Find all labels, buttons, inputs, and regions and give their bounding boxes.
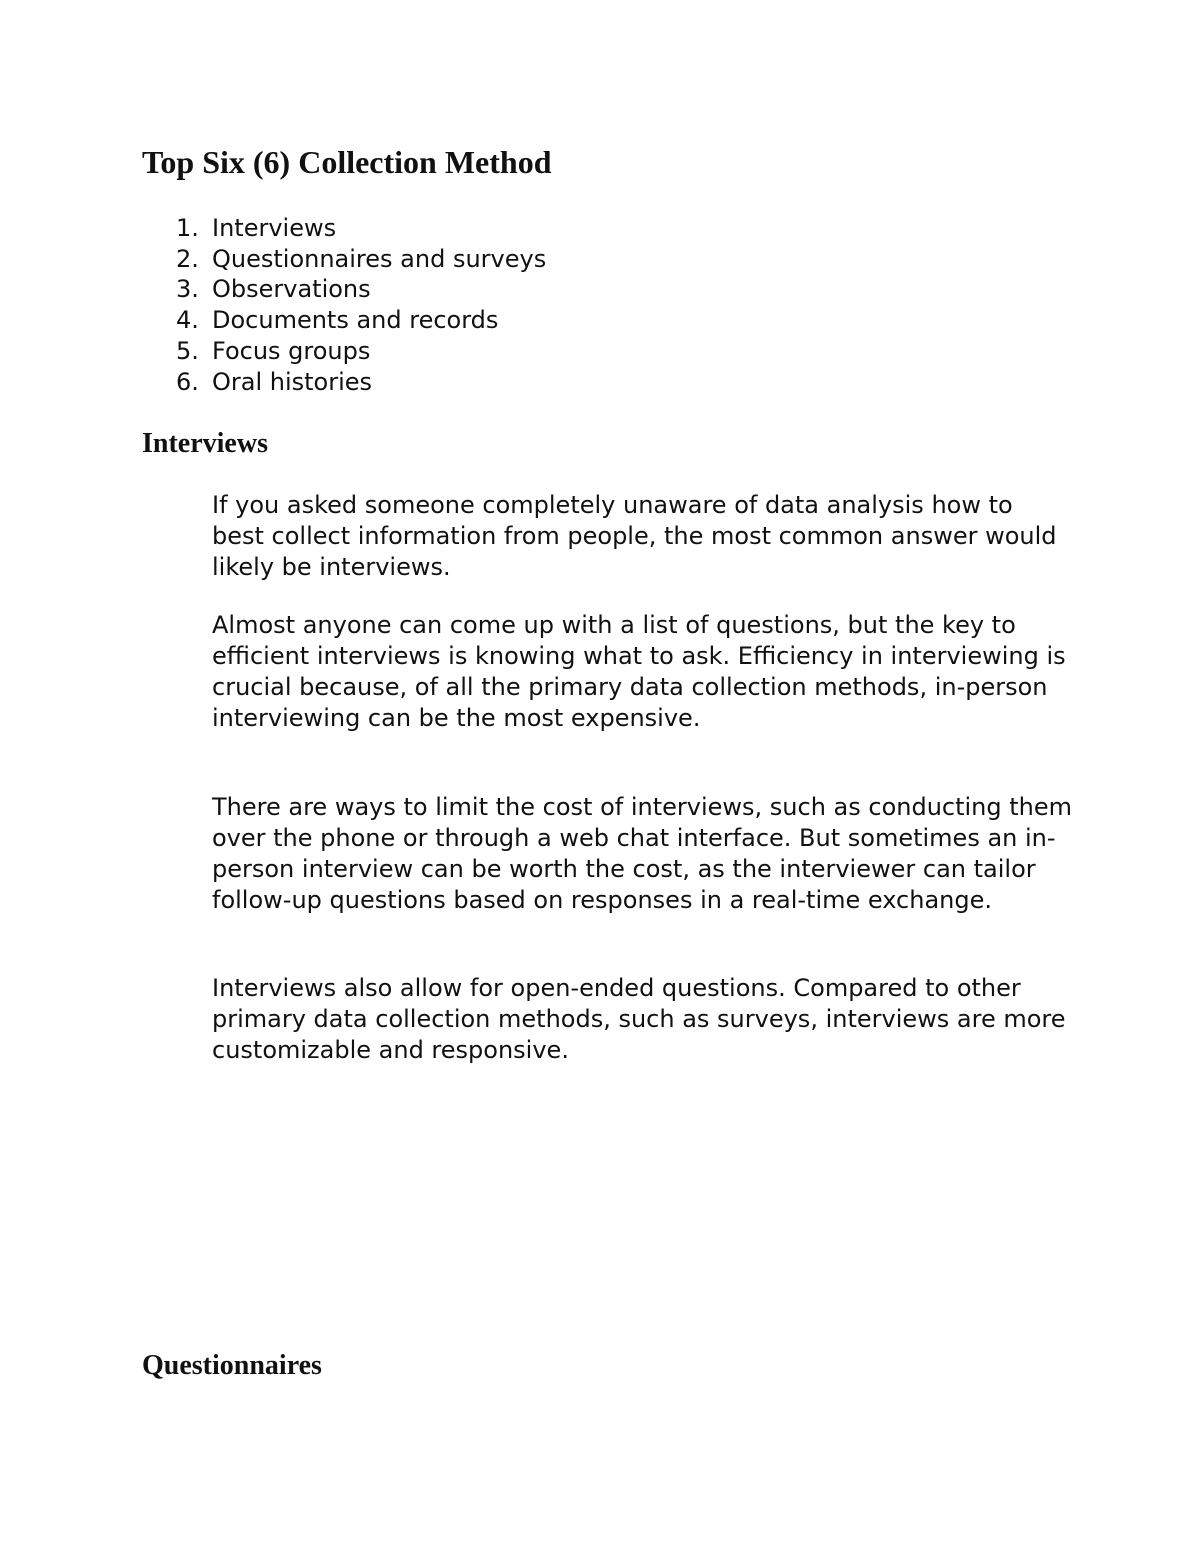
interviews-paragraph-3: There are ways to limit the cost of interviews, such as conducting them over the phone or through a web chat interface. But sometimes an in-person interview can be worth the cost, as the interviewer can tailor follow-up questions based on responses in a real-time exchange. xyxy=(212,793,1073,914)
interviews-paragraph-1: If you asked someone completely unaware of data analysis how to best collect information from people, the most common answer would likely be interviews. xyxy=(212,491,1057,581)
list-item-label: Questionnaires and surveys xyxy=(212,244,547,273)
section-heading-questionnaires: Questionnaires xyxy=(142,1350,322,1381)
interviews-paragraph-2: Almost anyone can come up with a list of questions, but the key to efficient interviews is knowing what to ask. Efficiency in interviewing is crucial because, of all the primary data collection methods, in-person interviewing can be the most expensive. xyxy=(212,611,1066,732)
list-item xyxy=(176,274,546,305)
list-item xyxy=(176,305,546,336)
list-item xyxy=(176,213,546,244)
list-item-number: 2. xyxy=(176,244,199,273)
interviews-paragraph-4: Interviews also allow for open-ended questions. Compared to other primary data collection methods, such as surveys, interviews are more customizable and responsive. xyxy=(212,974,1066,1064)
list-item-number: 4. xyxy=(176,306,199,335)
document-title: Top Six (6) Collection Method xyxy=(142,144,552,180)
section-heading-interviews: Interviews xyxy=(142,428,268,459)
list-item-label: Observations xyxy=(212,275,371,304)
list-item xyxy=(176,336,546,367)
list-item xyxy=(176,244,546,275)
list-item-label: Documents and records xyxy=(212,306,499,335)
list-item-label: Focus groups xyxy=(212,336,371,365)
list-item-label: Interviews xyxy=(212,214,337,242)
collection-method-list xyxy=(176,213,546,397)
list-item xyxy=(176,367,546,398)
list-item-number: 6. xyxy=(176,367,199,396)
list-item-number: 3. xyxy=(176,275,199,304)
list-item-number: 5. xyxy=(176,336,199,365)
list-item-label: Oral histories xyxy=(212,367,373,396)
list-item-number: 1. xyxy=(176,214,199,242)
